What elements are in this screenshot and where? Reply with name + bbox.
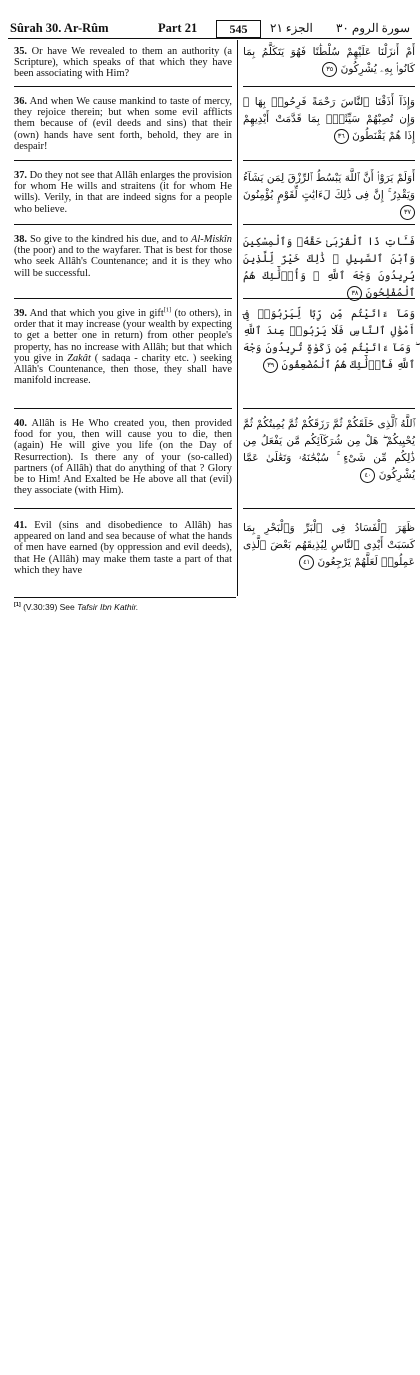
verse-number: 36. <box>14 96 27 107</box>
footnote-text: (V.30:39) See <box>20 602 78 612</box>
verse-number: 40. <box>14 418 27 429</box>
verse-38-arabic <box>243 234 415 302</box>
verse-separator-arabic <box>243 408 415 409</box>
verse-text-part: (the poor) and to the wayfarer. That is best for those who seek Allâh's Countenance; and it is they who will be successful. <box>14 245 232 279</box>
arabic-text: ٱللَّهُ ٱلَّذِى خَلَقَكُمْ ثُمَّ رَزَقَكُمْ ثُمَّ يُمِيتُكُمْ ثُمَّ يُحْيِيكُمْ ۖ هَلْ مِن شُرَكَآئِكُم مَّن يَفْعَلُ مِن ذَٰلِكُم مِّن شَىْءٍ ۚ سُبْحَٰنَهُۥ وَتَعَٰلَىٰ عَمَّا يُشْرِكُونَ <box>243 418 415 481</box>
column-divider <box>237 40 238 596</box>
verse-41-arabic <box>243 520 415 571</box>
verse-36-translation <box>14 96 232 152</box>
verse-number: 38. <box>14 234 27 245</box>
verse-text-part: ( sadaqa - charity etc. ) seeking Allâh's Countenance, then those, they shall have manifold increase. <box>14 352 232 387</box>
verse-40-translation <box>14 418 232 496</box>
verse-number: 35. <box>14 46 27 57</box>
footnote-reference[interactable]: [1] <box>163 306 172 314</box>
verse-separator <box>14 160 232 161</box>
verse-39-arabic <box>243 306 415 374</box>
ayah-marker: ٣٧ <box>400 205 415 220</box>
footnote-source: Tafsir Ibn Kathir. <box>77 602 139 612</box>
verse-text: Allâh is He Who created you, then provided food for you, then will cause you to die, then (again) He will give you life (on the Day of Resurrection). Is there any of your (so-called) partners (of Allâh) that do anything of that ? Glory be to Him! And Exalted be He above all that (evil) they associate (with Him). <box>14 418 232 497</box>
verse-text: Evil (sins and disobedience to Allâh) has appeared on land and sea because of what the hands of men have earned (by oppression and evil deeds), that He (Allâh) may make them taste a part of that which they have <box>14 520 232 576</box>
page-number: 545 <box>216 20 261 38</box>
verse-text: And when We cause mankind to taste of mercy, they rejoice therein; but when some evil afflicts them because of (evil deeds and sins) that their (own) hands have sent forth, behold, they are in despair! <box>14 96 232 152</box>
surah-title-arabic: سورة الروم ٣٠ <box>335 21 410 35</box>
verse-separator <box>14 508 232 509</box>
arabic-text: وَإِذَآ أَذَقْنَا ٱلنَّاسَ رَحْمَةً فَرِحُوا۟ بِهَا ۖ وَإِن تُصِبْهُمْ سَيِّئَةٌۢ بِمَا قَدَّمَتْ أَيْدِيهِمْ إِذَا هُمْ يَقْنَطُونَ <box>243 96 415 142</box>
verse-40-arabic <box>243 416 415 484</box>
verse-41-translation <box>14 520 232 576</box>
verse-text-part: So give to the kindred his due, and to <box>29 234 191 245</box>
header-rule <box>8 38 412 39</box>
ayah-marker: ٤٠ <box>360 468 375 483</box>
verse-text: Or have We revealed to them an authority (a Scripture), which speaks of that which they have been associating with Him? <box>14 46 232 80</box>
ayah-marker: ٤١ <box>299 555 314 570</box>
verse-number: 41. <box>14 520 27 531</box>
verse-separator-arabic <box>243 160 415 161</box>
footnote <box>14 602 138 612</box>
verse-separator-arabic <box>243 508 415 509</box>
verse-37-translation <box>14 170 232 215</box>
verse-38-translation <box>14 234 232 279</box>
verse-separator-arabic <box>243 224 415 225</box>
verse-36-arabic <box>243 94 415 145</box>
juz-label-arabic: الجزء ٢١ <box>270 21 313 35</box>
verse-text-part: And that which you give in gift <box>29 308 164 319</box>
verse-separator <box>14 224 232 225</box>
verse-separator <box>14 408 232 409</box>
ayah-marker: ٣٩ <box>263 358 278 373</box>
ayah-marker: ٣٥ <box>322 62 337 77</box>
verse-text: Do they not see that Allâh enlarges the provision for whom He wills and straitens (it for whom He wills). Verily, in that are indeed signs for a people who believe. <box>14 170 232 215</box>
verse-37-arabic <box>243 170 415 221</box>
verse-35-translation <box>14 46 232 80</box>
arabic-text: ظَهَرَ ٱلْفَسَادُ فِى ٱلْبَرِّ وَٱلْبَحْرِ بِمَا كَسَبَتْ أَيْدِى ٱلنَّاسِ لِيُذِيقَهُم بَعْضَ ٱلَّذِى عَمِلُوا۟ لَعَلَّهُمْ يَرْجِعُونَ <box>243 522 415 568</box>
verse-text-italic: Zakât <box>67 352 91 364</box>
verse-35-arabic <box>243 44 415 78</box>
verse-separator <box>14 298 232 299</box>
verse-number: 37. <box>14 170 27 181</box>
verse-separator <box>14 86 232 87</box>
arabic-text: أَوَلَمْ يَرَوْا۟ أَنَّ ٱللَّهَ يَبْسُطُ ٱلرِّزْقَ لِمَن يَشَآءُ وَيَقْدِرُ ۚ إِنَّ فِى ذَٰلِكَ لَءَايَٰتٍ لِّقَوْمٍ يُؤْمِنُونَ <box>243 172 415 201</box>
arabic-text: وَمَآ ءَاتَيْتُم مِّن رِّبًا لِّيَرْبُوَا۟ فِىٓ أَمْوَٰلِ ٱلنَّاسِ فَلَا يَرْبُوا۟ عِندَ ٱللَّهِ ۖ وَمَآ ءَاتَيْتُم مِّن زَكَوٰةٍ تُرِيدُونَ وَجْهَ ٱللَّهِ فَأُو۟لَٰٓئِكَ هُمُ ٱلْمُضْعِفُونَ <box>243 308 415 371</box>
verse-separator-arabic <box>243 86 415 87</box>
verse-text-part: (to others), in order that it may increase (your wealth by expecting to get a better one in return) from other people's property, has no increase with Allâh; but that which you give in <box>14 308 232 364</box>
arabic-text: أَمْ أَنزَلْنَا عَلَيْهِمْ سُلْطَٰنًا فَهُوَ يَتَكَلَّمُ بِمَا كَانُوا۟ بِهِۦ يُشْرِكُونَ <box>243 46 415 75</box>
part-label: Part 21 <box>158 21 198 35</box>
arabic-text: فَـَٔاتِ ذَا ٱلْقُرْبَىٰ حَقَّهُۥ وَٱلْمِسْكِينَ وَٱبْنَ ٱلسَّبِيلِ ۚ ذَٰلِكَ خَيْرٌ لِّلَّذِينَ يُرِيدُونَ وَجْهَ ٱللَّهِ ۖ وَأُو۟لَٰٓئِكَ هُمُ ٱلْمُفْلِحُونَ <box>243 236 415 299</box>
footnote-marker: [1] <box>14 602 21 609</box>
surah-title: Sûrah 30. Ar-Rûm <box>10 21 109 35</box>
ayah-marker: ٣٨ <box>347 286 362 301</box>
verse-number: 39. <box>14 308 27 319</box>
ayah-marker: ٣٦ <box>334 129 349 144</box>
verse-text-italic: Al-Miskîn <box>191 234 232 245</box>
verse-39-translation <box>14 308 232 386</box>
page-header <box>8 20 412 40</box>
verse-separator-arabic <box>243 298 415 299</box>
footnote-rule <box>14 597 236 598</box>
